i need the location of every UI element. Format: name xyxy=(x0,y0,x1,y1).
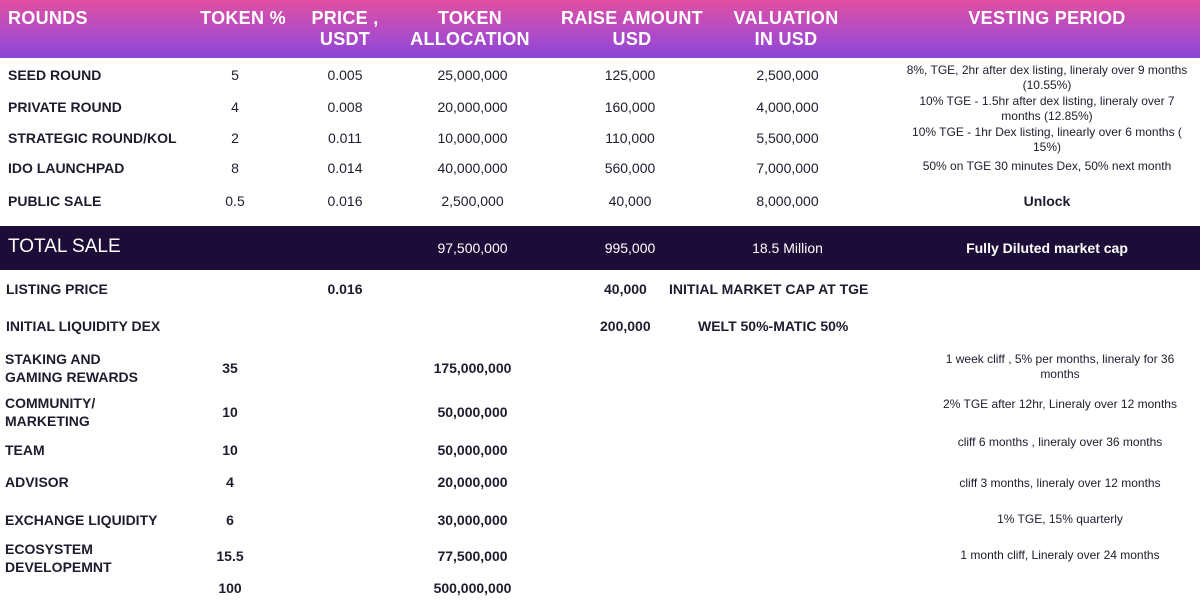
allocation-amount: 30,000,000 xyxy=(437,512,508,528)
round-allocation: 20,000,000 xyxy=(437,99,508,115)
initial-liquidity-amount: 200,000 xyxy=(600,318,651,334)
round-vesting: 10% TGE - 1hr Dex listing, linearly over 6 months ( 15%) xyxy=(912,125,1182,154)
header-price: PRICE , USDT xyxy=(311,8,379,49)
allocation-amount: 50,000,000 xyxy=(437,442,508,458)
initial-liquidity-label: INITIAL LIQUIDITY DEX xyxy=(6,318,161,334)
header-rounds: ROUNDS xyxy=(8,8,88,28)
allocation-name: ADVISOR xyxy=(5,474,69,490)
round-valuation: 5,500,000 xyxy=(756,130,819,146)
listing-amount: 40,000 xyxy=(604,281,647,297)
grand-total-allocation: 500,000,000 xyxy=(433,580,512,596)
table-header xyxy=(0,0,1200,58)
allocation-pct: 10 xyxy=(222,404,238,420)
round-name: PUBLIC SALE xyxy=(8,193,102,209)
round-raise: 560,000 xyxy=(604,160,656,176)
round-pct: 8 xyxy=(231,160,239,176)
total-sale-bar xyxy=(0,226,1200,270)
total-valuation: 18.5 Million xyxy=(752,240,823,256)
round-name: SEED ROUND xyxy=(8,67,102,83)
allocation-vesting: 1% TGE, 15% quarterly xyxy=(997,512,1123,526)
allocation-name: EXCHANGE LIQUIDITY xyxy=(5,512,158,528)
allocation-vesting: cliff 3 months, lineraly over 12 months xyxy=(959,476,1161,490)
round-valuation: 8,000,000 xyxy=(756,193,819,209)
allocation-amount: 50,000,000 xyxy=(437,404,508,420)
round-vesting: Unlock xyxy=(1023,193,1071,209)
header-vesting: VESTING PERIOD xyxy=(968,8,1126,28)
header-valuation: VALUATION IN USD xyxy=(733,8,839,49)
listing-note: INITIAL MARKET CAP AT TGE xyxy=(669,281,869,297)
listing-price-label: LISTING PRICE xyxy=(6,281,108,297)
round-pct: 5 xyxy=(231,67,239,83)
round-pct: 4 xyxy=(231,99,239,115)
round-raise: 160,000 xyxy=(604,99,656,115)
round-price: 0.005 xyxy=(327,67,363,83)
round-valuation: 2,500,000 xyxy=(756,67,819,83)
total-vesting: Fully Diluted market cap xyxy=(966,240,1128,256)
allocation-vesting: 1 month cliff, Lineraly over 24 months xyxy=(960,548,1160,562)
allocation-name: STAKING AND GAMING REWARDS xyxy=(5,351,138,385)
allocation-pct: 15.5 xyxy=(216,548,244,564)
round-name: IDO LAUNCHPAD xyxy=(8,160,125,176)
round-name: STRATEGIC ROUND/KOL xyxy=(8,130,177,146)
header-allocation: TOKEN ALLOCATION xyxy=(410,8,530,49)
allocation-name: COMMUNITY/ MARKETING xyxy=(5,395,96,429)
round-allocation: 10,000,000 xyxy=(437,130,508,146)
round-pct: 0.5 xyxy=(225,193,245,209)
round-vesting: 10% TGE - 1.5hr after dex listing, lineraly over 7 months (12.85%) xyxy=(919,94,1175,123)
total-sale-label: TOTAL SALE xyxy=(8,236,121,257)
initial-liquidity-note: WELT 50%-MATIC 50% xyxy=(698,318,849,334)
header-token-percent: TOKEN % xyxy=(200,8,286,28)
round-pct: 2 xyxy=(231,130,239,146)
round-name: PRIVATE ROUND xyxy=(8,99,122,115)
listing-price-value: 0.016 xyxy=(327,281,363,297)
round-allocation: 40,000,000 xyxy=(437,160,508,176)
grand-total-pct: 100 xyxy=(218,580,242,596)
round-allocation: 2,500,000 xyxy=(441,193,504,209)
allocation-vesting: 2% TGE after 12hr, Lineraly over 12 months xyxy=(943,397,1177,411)
allocation-pct: 6 xyxy=(226,512,234,528)
round-price: 0.014 xyxy=(327,160,363,176)
allocation-pct: 10 xyxy=(222,442,238,458)
round-valuation: 7,000,000 xyxy=(756,160,819,176)
round-allocation: 25,000,000 xyxy=(437,67,508,83)
total-raise: 995,000 xyxy=(604,240,656,256)
allocation-vesting: 1 week cliff , 5% per months, lineraly for 36 months xyxy=(945,352,1175,381)
round-vesting: 50% on TGE 30 minutes Dex, 50% next month xyxy=(922,159,1172,173)
allocation-amount: 175,000,000 xyxy=(433,360,512,376)
round-valuation: 4,000,000 xyxy=(756,99,819,115)
round-raise: 40,000 xyxy=(608,193,652,209)
header-raise-amount: RAISE AMOUNT USD xyxy=(561,8,703,49)
round-vesting: 8%, TGE, 2hr after dex listing, lineraly over 9 months (10.55%) xyxy=(906,63,1188,92)
round-price: 0.008 xyxy=(327,99,363,115)
round-price: 0.016 xyxy=(327,193,363,209)
allocation-pct: 35 xyxy=(222,360,238,376)
allocation-name: ECOSYSTEM DEVELOPEMNT xyxy=(5,541,112,575)
total-allocation: 97,500,000 xyxy=(437,240,508,256)
allocation-amount: 20,000,000 xyxy=(437,474,508,490)
round-raise: 125,000 xyxy=(604,67,656,83)
allocation-amount: 77,500,000 xyxy=(437,548,508,564)
allocation-pct: 4 xyxy=(226,474,234,490)
round-price: 0.011 xyxy=(328,130,362,146)
round-raise: 110,000 xyxy=(605,130,655,146)
allocation-name: TEAM xyxy=(5,442,45,458)
allocation-vesting: cliff 6 months , lineraly over 36 months xyxy=(957,435,1163,449)
